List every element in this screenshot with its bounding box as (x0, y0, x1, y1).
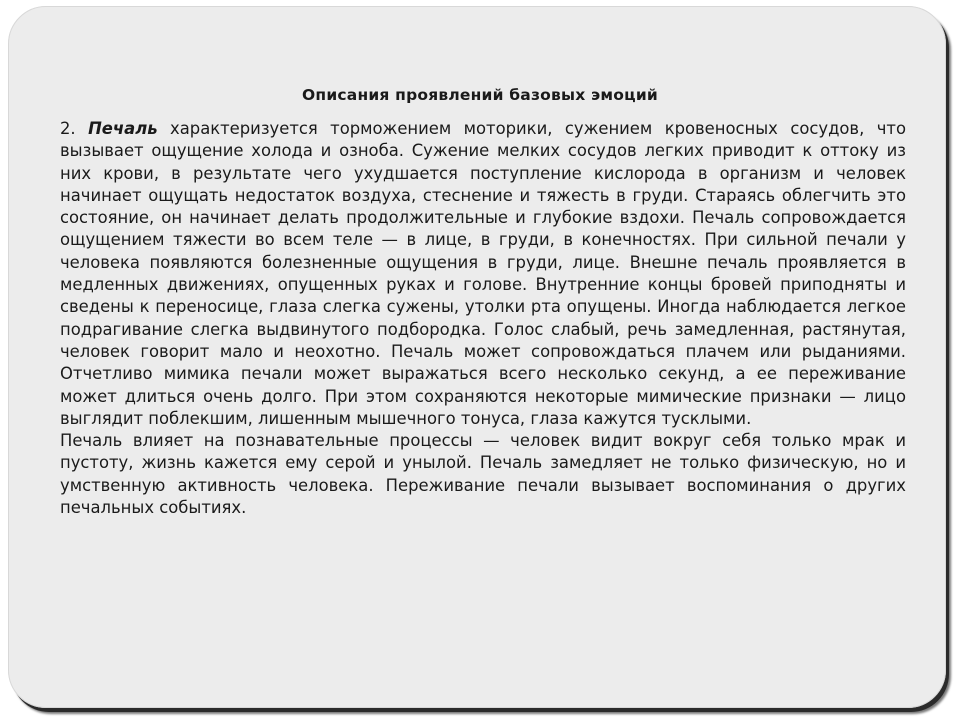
paragraph-number: 2. (60, 119, 89, 138)
emotion-term: Печаль (88, 119, 158, 138)
slide-body (60, 118, 906, 519)
paragraph-sadness-description (60, 118, 906, 430)
paragraph-1-text: характеризуется торможением моторики, сужением кровеносных сосудов, что вызывает ощущение холода и озноба. Сужение мелких сосудов легких приводит к оттоку из них крови, в результате чего ухудшается поступление кислорода в организм и человек начинает ощущать недостаток воздуха, стеснение и тяжесть в груди. Стараясь облегчить это состояние, он начинает делать продолжительные и глубокие вздохи. Печаль сопровождается ощущением тяжести во всем теле — в лице, в груди, в конечностях. При сильной печали у человека появляются болезненные ощущения в груди, лице. Внешне печаль проявляется в медленных движениях, опущенных руках и голове. Внутренние концы бровей приподняты и сведены к переносице, глаза слегка сужены, утолки рта опущены. Иногда наблюдается легкое подрагивание слегка выдвинутого подбородка. Голос слабый, речь замедленная, растянутая, человек говорит мало и неохотно. Печаль может сопровождаться плачем или рыданиями. Отчетливо мимика печали может выражаться всего несколько секунд, а ее переживание может длиться очень долго. При этом сохраняются некоторые мимические признаки — лицо выглядит поблекшим, лишенным мышечного тонуса, глаза кажутся тусклыми. (60, 119, 906, 428)
paragraph-sadness-effects: Печаль влияет на познавательные процессы — человек видит вокруг себя только мрак и пустоту, жизнь кажется ему серой и унылой. Печаль замедляет не только физическую, но и умственную активность человека. Переживание печали вызывает воспоминания о других печальных событиях. (60, 431, 906, 518)
slide-title: Описания проявлений базовых эмоций (302, 86, 658, 104)
